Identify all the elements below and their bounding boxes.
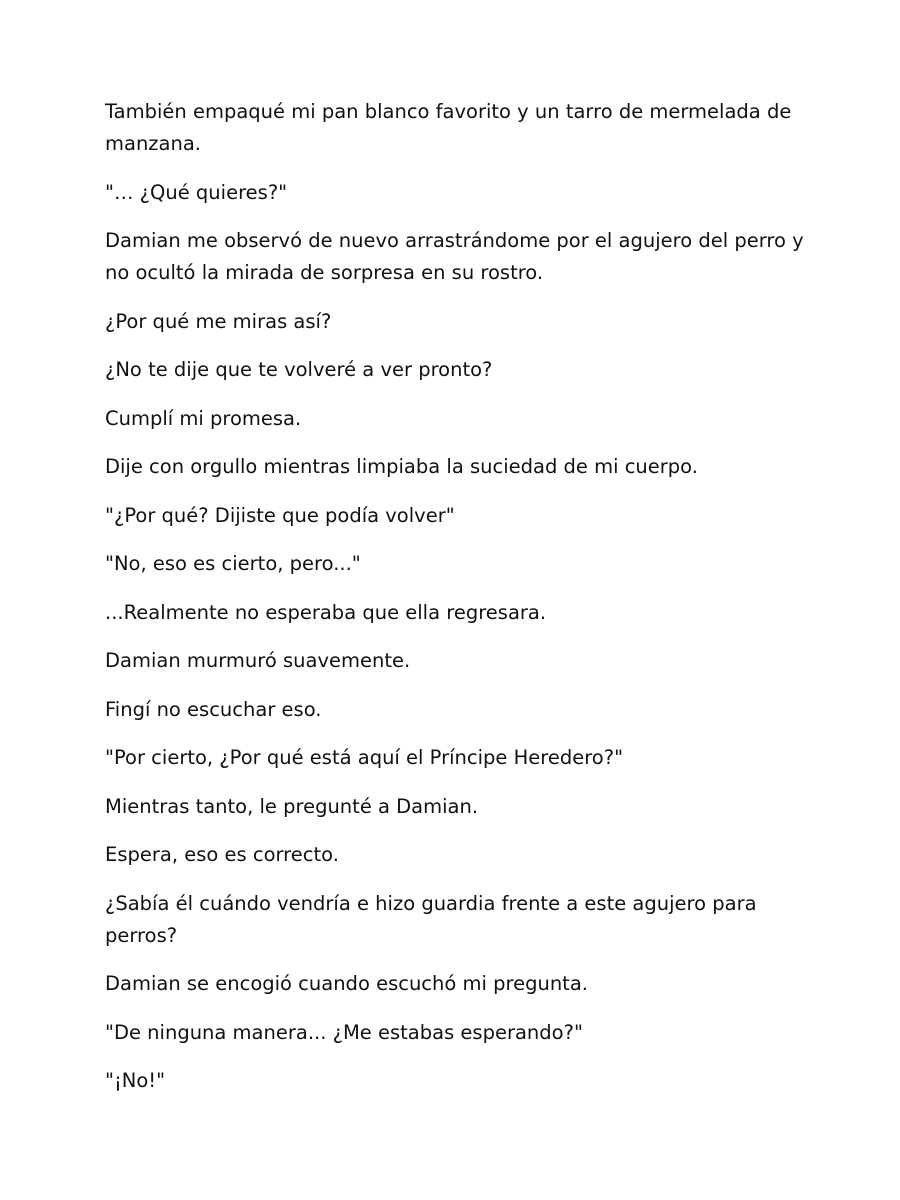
paragraph: "Por cierto, ¿Por qué está aquí el Príncipe Heredero?" bbox=[105, 746, 624, 769]
paragraph: "… ¿Qué quieres?" bbox=[105, 180, 288, 204]
paragraph: Espera, eso es correcto. bbox=[105, 843, 339, 866]
paragraph: También empaqué mi pan blanco favorito y un tarro de mermelada de manzana. bbox=[105, 100, 792, 155]
paragraph: ¿Por qué me miras así? bbox=[105, 309, 332, 333]
paragraph: Dije con orgullo mientras limpiaba la suciedad de mi cuerpo. bbox=[105, 455, 698, 478]
paragraph: Fingí no escuchar eso. bbox=[105, 697, 322, 721]
paragraph: ¿No te dije que te volveré a ver pronto? bbox=[105, 358, 493, 381]
paragraph: "¿Por qué? Dijiste que podía volver" bbox=[105, 503, 455, 527]
paragraph: "No, eso es cierto, pero..." bbox=[105, 552, 361, 575]
paragraph: ...Realmente no esperaba que ella regresara. bbox=[105, 600, 547, 624]
paragraph: "¡No!" bbox=[105, 1069, 166, 1092]
document-body bbox=[105, 96, 805, 1114]
paragraph: "De ninguna manera... ¿Me estabas esperando?" bbox=[105, 1020, 583, 1044]
paragraph: Damian murmuró suavemente. bbox=[105, 649, 411, 672]
paragraph: Damian me observó de nuevo arrastrándome por el agujero del perro y no ocultó la mirada de sorpresa en su rostro. bbox=[105, 229, 804, 284]
paragraph: ¿Sabía él cuándo vendría e hizo guardia frente a este agujero para perros? bbox=[105, 891, 757, 947]
paragraph: Cumplí mi promesa. bbox=[105, 406, 302, 430]
paragraph: Damian se encogió cuando escuchó mi pregunta. bbox=[105, 972, 588, 995]
paragraph: Mientras tanto, le pregunté a Damian. bbox=[105, 794, 479, 818]
